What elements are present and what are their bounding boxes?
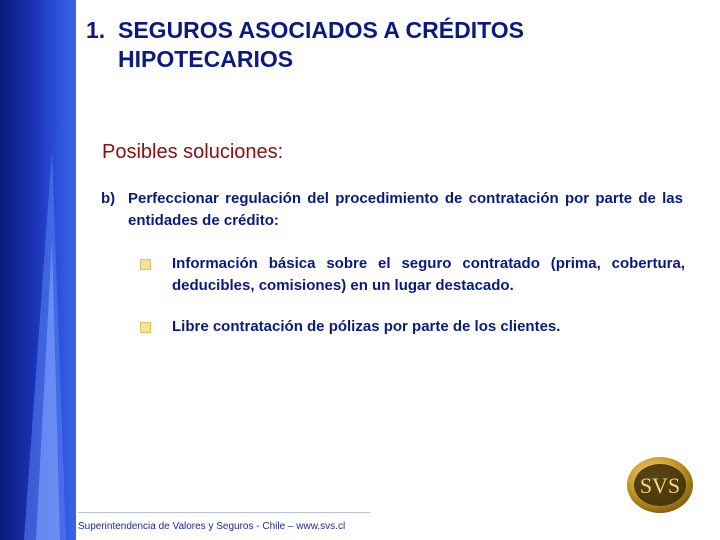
bullet-text-2: Libre contratación de pólizas por parte de los clientes. (172, 318, 561, 335)
bullet-item-2 (140, 316, 685, 338)
logo-text: SVS (639, 473, 681, 498)
point-b (101, 188, 683, 232)
footer-divider (78, 512, 370, 513)
point-b-marker: b) (101, 190, 116, 207)
bullet-text-1: Información básica sobre el seguro contratado (prima, cobertura, deducibles, comisiones) en un lugar destacado. (172, 255, 685, 294)
section-subtitle: Posibles soluciones: (102, 141, 284, 163)
title-line2: HIPOTECARIOS (118, 46, 294, 72)
title-number: 1. (86, 17, 106, 43)
svs-logo-icon (626, 456, 694, 514)
title-line1: SEGUROS ASOCIADOS A CRÉDITOS (118, 17, 524, 43)
band-triangle-icon (0, 0, 76, 540)
page-title (86, 16, 706, 74)
left-decorative-band (0, 0, 76, 540)
square-bullet-icon (140, 259, 151, 270)
footer-text: Superintendencia de Valores y Seguros - Chile – www.svs.cl (78, 521, 346, 532)
point-b-text: Perfeccionar regulación del procedimiento de contratación por parte de las entidades de crédito: (128, 190, 683, 229)
bullet-item-1 (140, 253, 685, 297)
square-bullet-icon (140, 322, 151, 333)
